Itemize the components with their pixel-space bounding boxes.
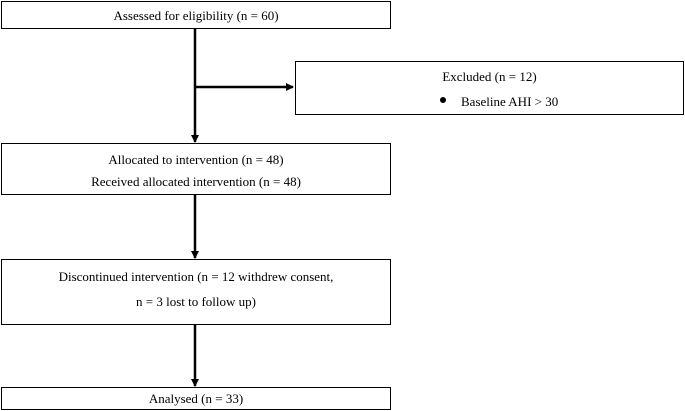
- analysed-box: [1, 387, 391, 410]
- assessed-box: [1, 1, 391, 29]
- discontinued-box: [1, 259, 391, 325]
- allocated-line-1: Allocated to intervention (n = 48): [108, 152, 284, 167]
- analysed-text: Analysed (n = 33): [148, 391, 244, 406]
- excluded-reason: Baseline AHI > 30: [461, 94, 559, 109]
- allocated-line-2: Received allocated intervention (n = 48): [91, 174, 301, 189]
- assessed-text: Assessed for eligibility (n = 60): [113, 8, 279, 23]
- discontinued-line-2: n = 3 lost to follow up): [136, 294, 256, 309]
- excluded-title: Excluded (n = 12): [442, 69, 537, 84]
- allocated-box: [1, 143, 391, 195]
- bullet-icon: [440, 97, 446, 103]
- excluded-box: [295, 61, 684, 115]
- discontinued-line-1: Discontinued intervention (n = 12 withdrew consent,: [58, 269, 334, 284]
